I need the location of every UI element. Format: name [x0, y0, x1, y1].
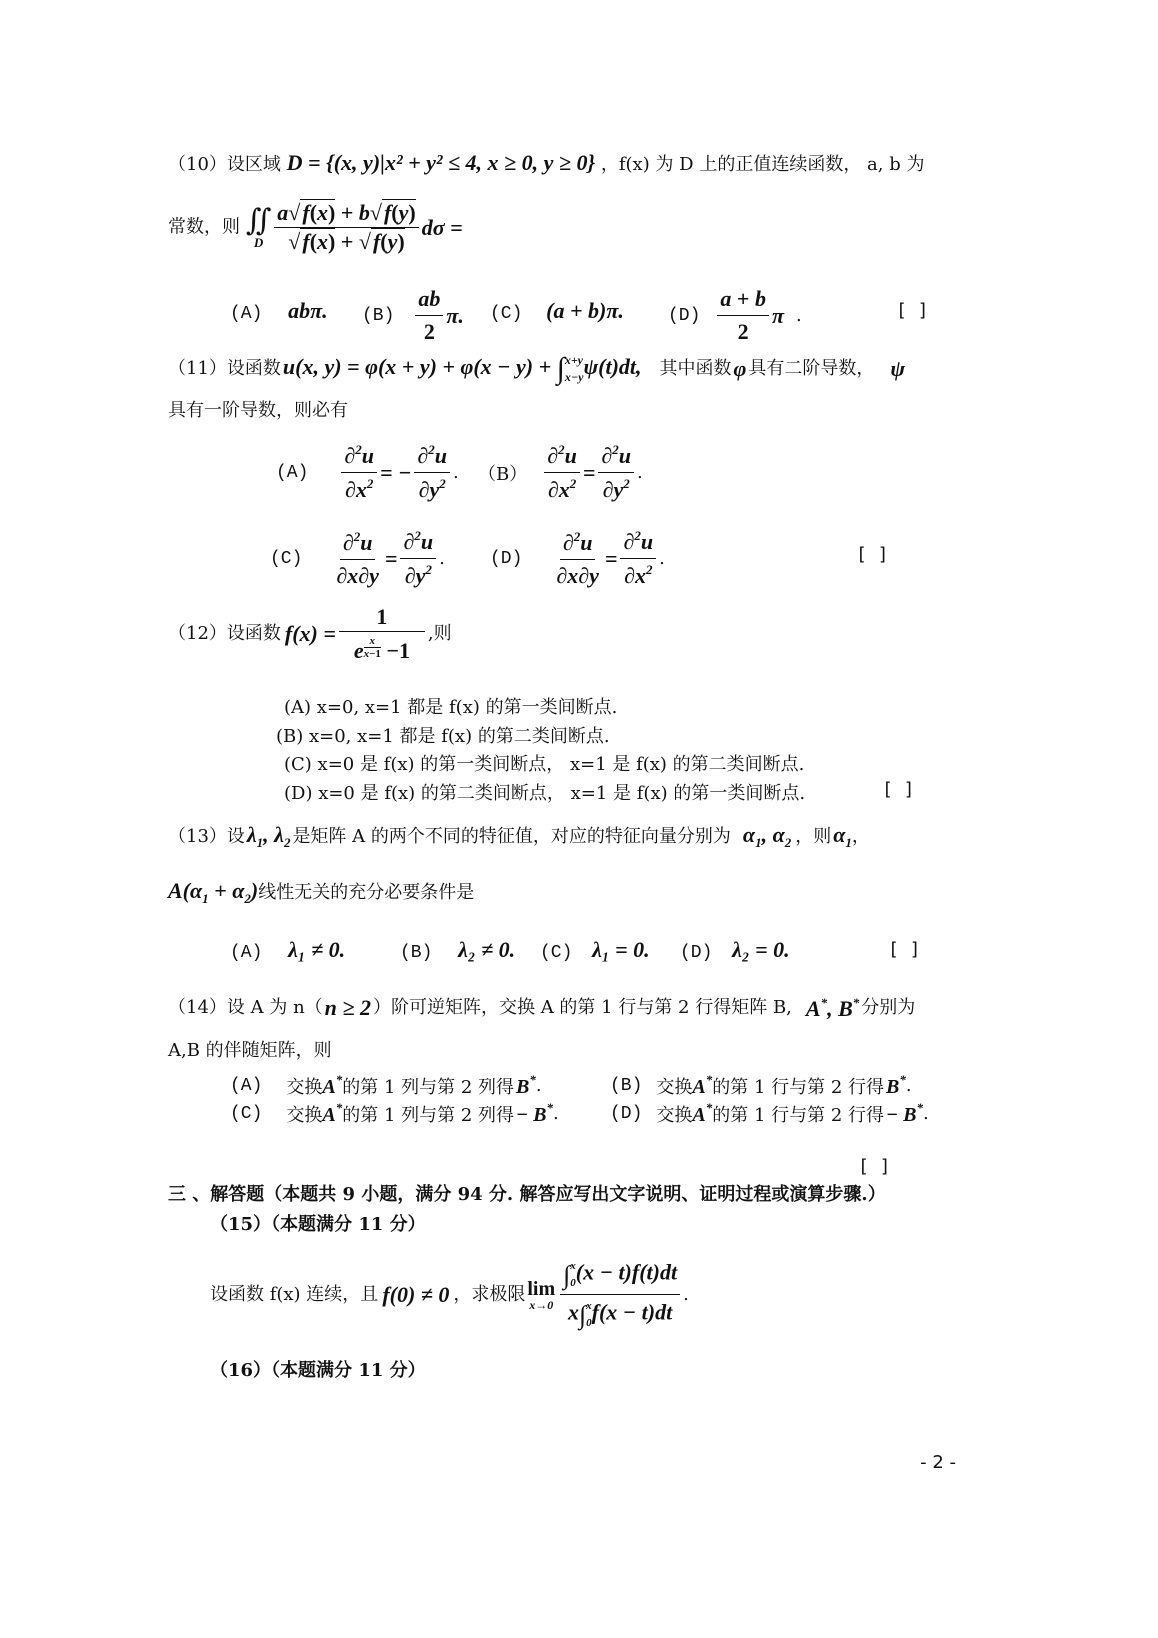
q15-statement: 设函数 f(x) 连续，且 f(0) ≠ 0 ，求极限 lim x→0 ∫ x 0 (x − t)f(t)dt x∫ x 0 f(x − t)dt .: [210, 1259, 689, 1330]
q12-option-a[interactable]: (A) x=0, x=1 都是 f(x) 的第一类间断点.: [284, 697, 618, 718]
q10-option-d[interactable]: (D) $\frac{a + b}{2}$ π .: [668, 286, 802, 344]
q12-line1: （12）设函数 f(x) = 1 e $\frac{x}{x-1}$ −1 ,则: [168, 604, 452, 663]
q15-limit-fraction: ∫ x 0 (x − t)f(t)dt x∫ x 0 f(x − t)dt: [560, 1258, 680, 1331]
q12-answer-bracket[interactable]: [ ]: [882, 779, 915, 800]
q13-option-d[interactable]: (D) λ₂ = 0.: [680, 937, 790, 963]
q11-formula: u(x, y) = φ(x + y) + φ(x − y) + ∫ x+y x−y ψ(t)dt,: [282, 351, 642, 385]
q14-option-d[interactable]: (D) 交换 A* 的第 1 行与第 2 行得 − B* .: [610, 1100, 929, 1126]
q11-option-c[interactable]: (C) $\frac{\partial^2u}{\partial x\partial y}$ = $\frac{\partial^2u}{\partial y^2}$ .: [270, 528, 445, 588]
q10-tail: ，f(x) 为 D 上的正值连续函数， a, b 为: [600, 154, 925, 175]
q11-option-d[interactable]: (D) $\frac{\partial^2u}{\partial x\partial y}$ = $\frac{\partial^2u}{\partial x^2}$ .: [490, 528, 665, 588]
q16-title: （16）（本题满分 11 分）: [210, 1360, 426, 1381]
q11-option-a[interactable]: (A) $\frac{\partial^2u}{\partial x^2}$ = − $\frac{\partial^2u}{\partial y^2}$ .: [276, 442, 459, 502]
q10-option-c[interactable]: (C) (a + b)π.: [490, 298, 624, 324]
q12-option-b[interactable]: (B) x=0, x=1 都是 f(x) 的第二类间断点.: [276, 726, 610, 747]
q10-option-b[interactable]: (B) $\frac{ab}{2}$ π.: [362, 286, 464, 344]
q11-line2: 具有一阶导数，则必有: [168, 400, 348, 421]
q10-line2: [168, 202, 463, 253]
q11-answer-bracket[interactable]: [ ]: [856, 544, 889, 565]
q14-option-a[interactable]: (A) 交换 A* 的第 1 列与第 2 列得 B* .: [230, 1072, 542, 1098]
q15-title: （15）（本题满分 11 分）: [210, 1214, 426, 1235]
q10-answer-bracket[interactable]: [ ]: [896, 300, 929, 321]
q10-integrand-fraction: $\frac{a√f(x) + b√f(y)}{√f(x) + √f(y)}$: [274, 202, 418, 253]
q14-option-c[interactable]: (C) 交换 A* 的第 1 列与第 2 列得 − B* .: [230, 1100, 559, 1126]
q11-option-b[interactable]: （B） $\frac{\partial^2u}{\partial x^2}$ = $\frac{\partial^2u}{\partial y^2}$ .: [478, 442, 643, 502]
q12-option-d[interactable]: (D) x=0 是 f(x) 的第二类间断点， x=1 是 f(x) 的第一类间断点.: [284, 783, 806, 804]
q10-lead: （10）设区域: [168, 154, 281, 175]
q10-option-a[interactable]: (A) abπ.: [230, 298, 328, 324]
q13-option-b[interactable]: (B) λ₂ ≠ 0.: [400, 937, 516, 963]
q13-option-c[interactable]: (C) λ₁ = 0.: [540, 937, 650, 963]
q13-option-a[interactable]: (A) λ₁ ≠ 0.: [230, 937, 346, 963]
q12-fraction: 1 e $\frac{x}{x-1}$ −1: [339, 606, 425, 662]
q13-line1: （13）设 $\lambda_1$, $\lambda_2$ 是矩阵 A 的两个不同的特征值，对应的特征向量分别为 $\alpha_1$, $\alpha_2$ ，则 $\alpha_1$ ，: [168, 822, 870, 850]
q10-integral: ∬ D $\frac{a√f(x) + b√f(y)}{√f(x) + √f(y)}$ dσ =: [245, 200, 463, 254]
q12-option-c[interactable]: (C) x=0 是 f(x) 的第一类间断点， x=1 是 f(x) 的第二类间断点.: [284, 754, 805, 775]
q14-option-b[interactable]: (B) 交换 A* 的第 1 行与第 2 行得 B* .: [610, 1072, 912, 1098]
page-number: - 2 -: [920, 1452, 956, 1473]
q10-domain-formula: D = {(x, y)|x² + y² ≤ 4, x ≥ 0, y ≥ 0}: [286, 150, 596, 175]
q10-line2-lead: 常数，则: [168, 216, 240, 238]
q13-answer-bracket[interactable]: [ ]: [888, 939, 921, 960]
section3-heading: 三 、解答题（本题共 9 小题，满分 94 分. 解答应写出文字说明、证明过程或演算步骤.）: [168, 1184, 886, 1205]
q14-answer-bracket[interactable]: [ ]: [858, 1156, 891, 1177]
q14-line1: （14）设 A 为 n（ n ≥ 2 ）阶可逆矩阵，交换 A 的第 1 行与第 2 行得矩阵 B, A*, B* 分别为: [168, 995, 916, 1021]
q10-line1: [168, 152, 924, 174]
q13-line2: $A(\alpha_1 + \alpha_2)$ 线性无关的充分必要条件是: [168, 878, 475, 906]
q11-line1: （11）设函数 u(x, y) = φ(x + y) + φ(x − y) + ∫ x+y x−y ψ(t)dt, 其中函数 φ 具有二阶导数， ψ: [168, 351, 906, 385]
q14-line2: A,B 的伴随矩阵，则: [168, 1040, 332, 1061]
double-integral-sign: ∬: [245, 203, 272, 238]
